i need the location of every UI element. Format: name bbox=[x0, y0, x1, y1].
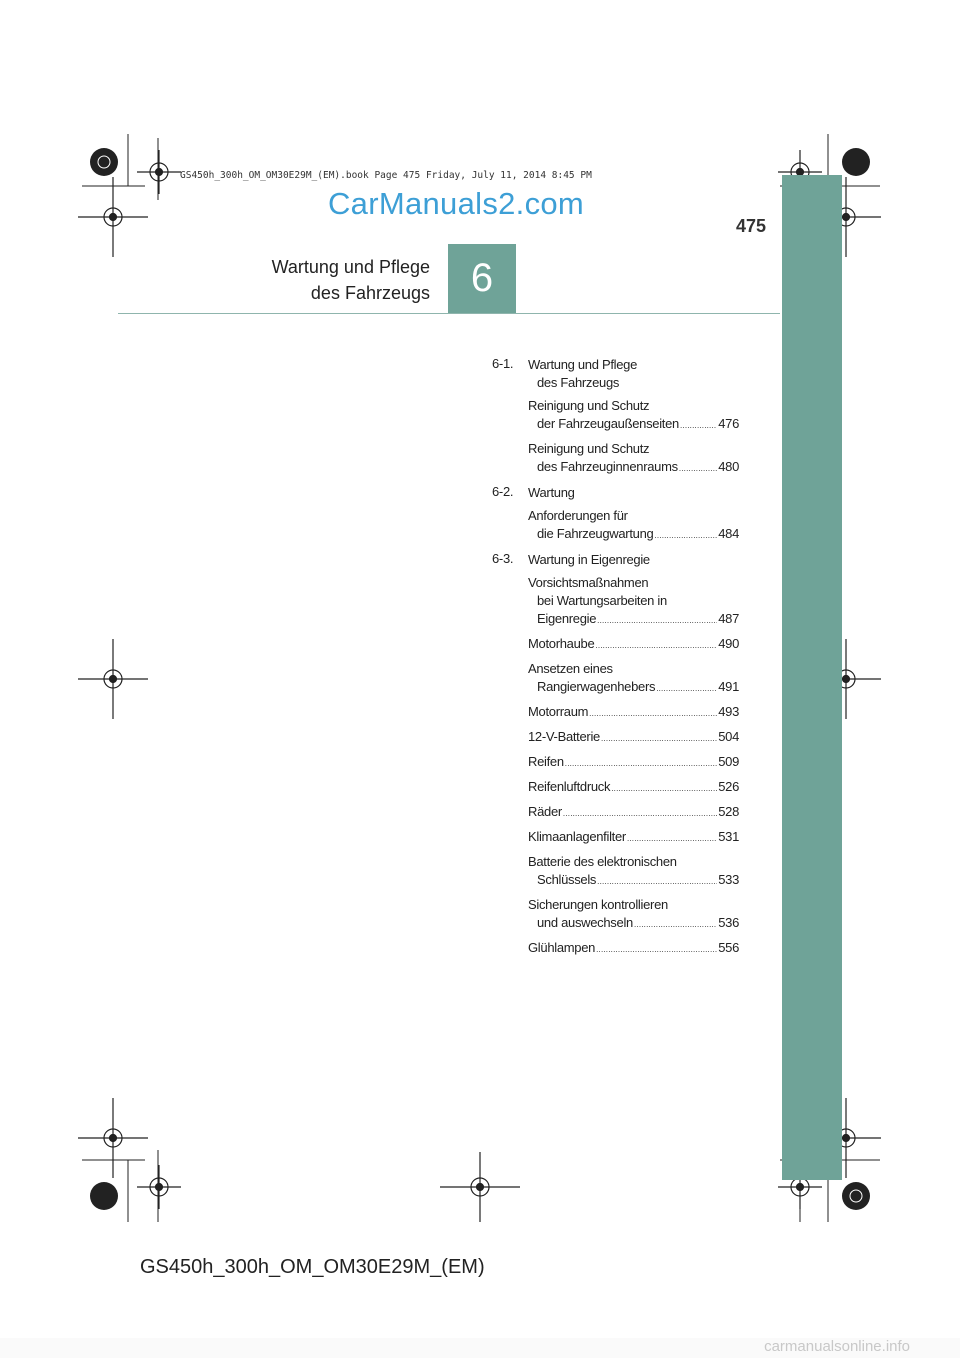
toc-section-number: 6-2. bbox=[492, 484, 514, 499]
toc-entry-line1: Batterie des elektronischen bbox=[528, 854, 677, 869]
toc-entry-line2: bei Wartungsarbeiten in bbox=[537, 593, 667, 608]
toc-entry-line1: Anforderungen für bbox=[528, 508, 628, 523]
toc-entry-line1: Sicherungen kontrollieren bbox=[528, 897, 668, 912]
toc-section-title bbox=[528, 484, 739, 502]
toc-entry-line1: Reinigung und Schutz bbox=[528, 398, 650, 413]
toc-leader-dots bbox=[680, 417, 717, 435]
toc-entry[interactable] bbox=[528, 574, 739, 630]
toc-section-title bbox=[528, 551, 739, 569]
toc-section bbox=[492, 356, 739, 478]
toc-entry-text: und auswechseln bbox=[537, 915, 633, 930]
toc-leader-dots bbox=[656, 680, 717, 698]
toc-entry-page: 528 bbox=[718, 804, 739, 819]
toc-entry-page: 484 bbox=[718, 526, 739, 541]
toc-leader-dots bbox=[634, 916, 717, 934]
toc-entry-page: 487 bbox=[718, 611, 739, 626]
toc-entry-text: des Fahrzeuginnenraums bbox=[537, 459, 678, 474]
toc-leader-dots bbox=[597, 873, 717, 891]
toc-section-title-line1: Wartung in Eigenregie bbox=[528, 552, 650, 567]
toc-section-title-line2: des Fahrzeugs bbox=[537, 375, 620, 390]
toc-entry-text: Klimaanlagenfilter bbox=[528, 829, 626, 844]
chapter-number: 6 bbox=[470, 256, 494, 300]
toc-entry-text: Reifen bbox=[528, 754, 564, 769]
toc-section bbox=[492, 551, 739, 959]
chapter-title-line1: Wartung und Pflege bbox=[271, 257, 430, 277]
toc-entry-line1: Vorsichtsmaßnahmen bbox=[528, 575, 649, 590]
toc-leader-dots bbox=[565, 755, 717, 773]
toc-section-number: 6-1. bbox=[492, 356, 514, 371]
toc-leader-dots bbox=[595, 637, 717, 655]
toc-entry[interactable] bbox=[528, 939, 739, 959]
toc-entry-line1: Ansetzen eines bbox=[528, 661, 613, 676]
toc-entry-page: 504 bbox=[718, 729, 739, 744]
toc-section-title-line1: Wartung und Pflege bbox=[528, 357, 638, 372]
toc-entry-page: 533 bbox=[718, 872, 739, 887]
toc-entry-text: Motorhaube bbox=[528, 636, 595, 651]
chapter-number-box bbox=[448, 244, 516, 313]
book-info-line: GS450h_300h_OM_OM30E29M_(EM).book Page 475 Friday, July 11, 2014 8:45 PM bbox=[180, 170, 592, 181]
toc-entry[interactable] bbox=[528, 728, 739, 748]
toc-leader-dots bbox=[601, 730, 717, 748]
toc-section bbox=[492, 484, 739, 545]
toc-entry-page: 536 bbox=[718, 915, 739, 930]
toc-entry-text: Räder bbox=[528, 804, 562, 819]
toc-entry-text: Reifenluftdruck bbox=[528, 779, 611, 794]
toc-entry[interactable] bbox=[528, 397, 739, 435]
toc-leader-dots bbox=[627, 830, 717, 848]
toc-entry[interactable] bbox=[528, 703, 739, 723]
toc-leader-dots bbox=[654, 527, 717, 545]
toc-entry-text: Glühlampen bbox=[528, 940, 596, 955]
toc-entry[interactable] bbox=[528, 507, 739, 545]
footer-model-code: GS450h_300h_OM_OM30E29M_(EM) bbox=[140, 1256, 485, 1278]
watermark-bottom bbox=[0, 1338, 960, 1358]
toc-section-number: 6-3. bbox=[492, 551, 514, 566]
toc-entry-text: 12-V-Batterie bbox=[528, 729, 600, 744]
toc-entry-text: Schlüssels bbox=[537, 872, 597, 887]
toc-section-title-line1: Wartung bbox=[528, 485, 575, 500]
toc-entry[interactable] bbox=[528, 803, 739, 823]
toc-entry-text: Eigenregie bbox=[537, 611, 597, 626]
chapter-side-tab bbox=[782, 175, 842, 1180]
toc-entry-page: 493 bbox=[718, 704, 739, 719]
watermark-top: CarManuals2.com bbox=[328, 186, 585, 221]
toc-entry[interactable] bbox=[528, 753, 739, 773]
toc-leader-dots bbox=[679, 460, 717, 478]
toc-section-title bbox=[528, 356, 739, 392]
toc-entry[interactable] bbox=[528, 635, 739, 655]
toc-leader-dots bbox=[597, 612, 717, 630]
toc-entry[interactable] bbox=[528, 660, 739, 698]
toc-entry-text: der Fahrzeugaußenseiten bbox=[537, 416, 679, 431]
toc-entry[interactable] bbox=[528, 828, 739, 848]
toc-leader-dots bbox=[611, 780, 717, 798]
toc-leader-dots bbox=[563, 805, 717, 823]
header-rule bbox=[118, 313, 780, 314]
toc-entry-page: 509 bbox=[718, 754, 739, 769]
page-number: 475 bbox=[736, 216, 767, 236]
toc-entry-page: 556 bbox=[718, 940, 739, 955]
toc-entry-text: Motorraum bbox=[528, 704, 589, 719]
chapter-title bbox=[200, 254, 430, 306]
table-of-contents bbox=[492, 356, 739, 965]
toc-entry-page: 476 bbox=[718, 416, 739, 431]
toc-entry-page: 531 bbox=[718, 829, 739, 844]
toc-entry-page: 491 bbox=[718, 679, 739, 694]
toc-entry-page: 480 bbox=[718, 459, 739, 474]
toc-entry[interactable] bbox=[528, 440, 739, 478]
toc-entry-page: 490 bbox=[718, 636, 739, 651]
toc-entry[interactable] bbox=[528, 778, 739, 798]
toc-entry-line1: Reinigung und Schutz bbox=[528, 441, 650, 456]
toc-entry-text: die Fahrzeugwartung bbox=[537, 526, 654, 541]
toc-entry-page: 526 bbox=[718, 779, 739, 794]
toc-leader-dots bbox=[596, 941, 717, 959]
toc-entry[interactable] bbox=[528, 896, 739, 934]
toc-leader-dots bbox=[589, 705, 717, 723]
chapter-title-line2: des Fahrzeugs bbox=[310, 283, 430, 303]
toc-entry[interactable] bbox=[528, 853, 739, 891]
toc-entry-text: Rangierwagenhebers bbox=[537, 679, 656, 694]
watermark-bottom-text: carmanualsonline.info bbox=[764, 1338, 910, 1355]
